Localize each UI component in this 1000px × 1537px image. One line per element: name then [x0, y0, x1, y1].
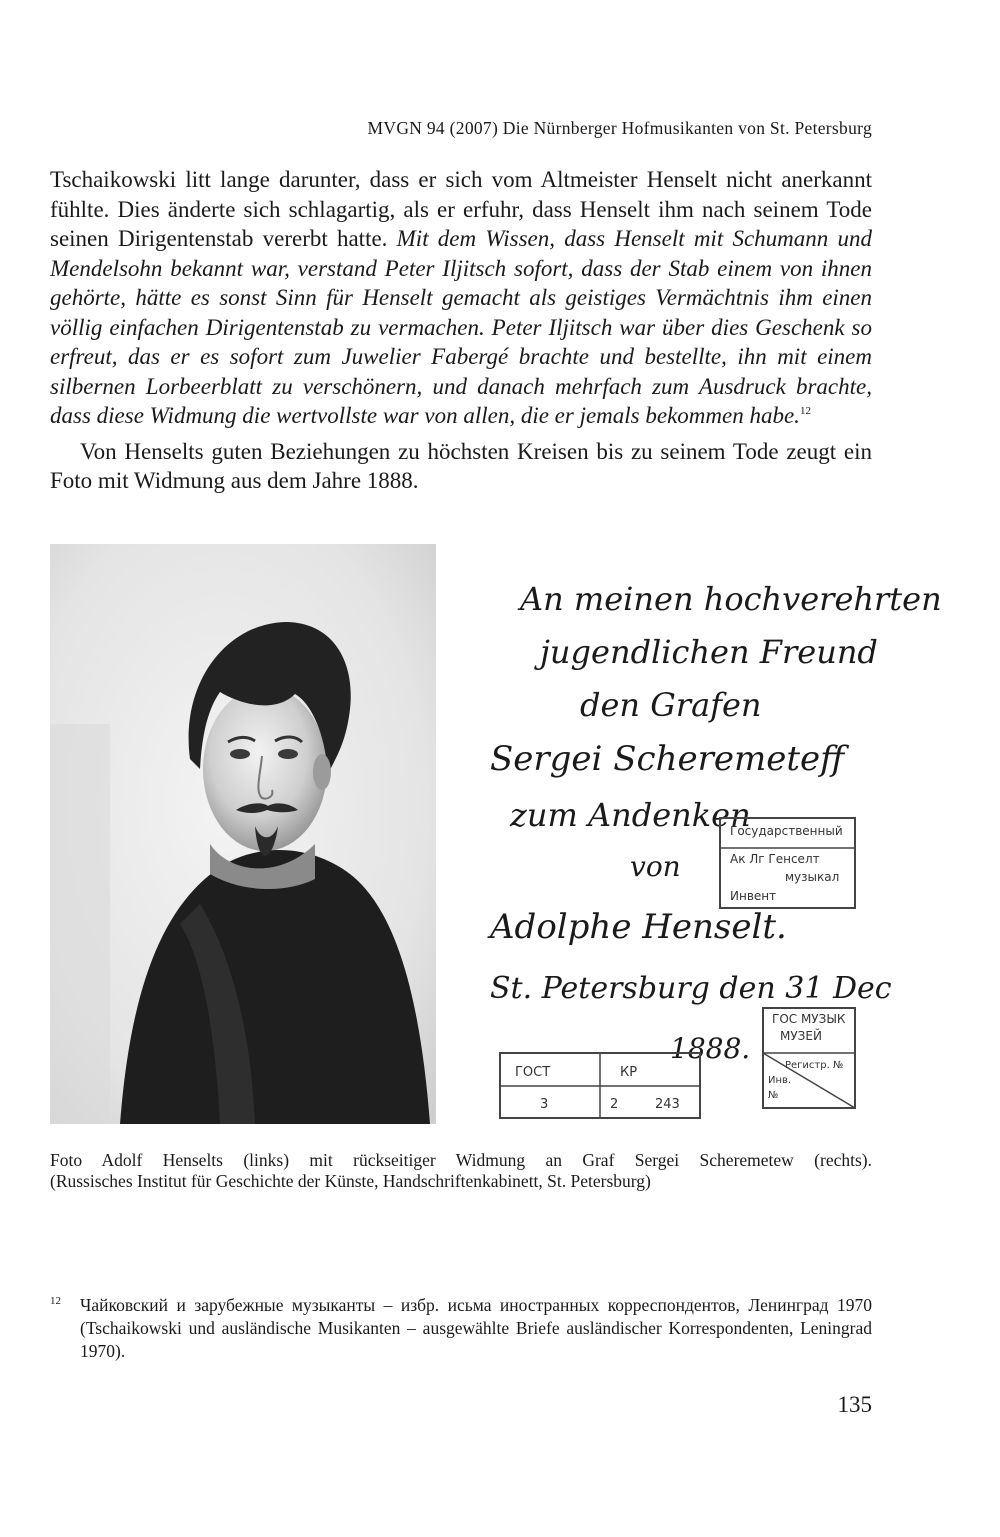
svg-text:Регистр. №: Регистр. №	[785, 1060, 844, 1071]
paragraph-1-quotation: Mit dem Wissen, dass Henselt mit Schumann und Mendelsohn bekannt war, verstand Peter Iljitsch sofort, dass der Stab einem von ihnen gehörte, hätte es sonst Sinn für Henselt gemacht als geistiges Vermächtnis ihm einen völlig einfachen Dirigentenstab zu vermachen. Peter Iljitsch war über dies Geschenk so erfreut, das er es sofort zum Juwelier Fabergé brachte und bestellte, ihn mit einem silbernen Lorbeerblatt zu verschönern, und danach mehrfach zum Ausdruck brachte, dass diese Widmung die wertvollste war von allen, die er jemals bekommen habe.	[50, 226, 872, 428]
paragraph-2: Von Henselts guten Beziehungen zu höchsten Kreisen bis zu seinem Tode zeugt ein Foto mit Widmung aus dem Jahre 1888.	[50, 438, 872, 493]
paragraph-1-roman: Tschaikowski litt lange darunter, dass er sich vom Altmeister Henselt nicht anerkannt fühlte. Dies änderte sich schlagartig, als er erfuhr, dass Henselt ihm nach seinem Tode seinen Dirigentenstab vererbt hatte.	[50, 167, 872, 251]
page-number: 135	[837, 1392, 872, 1417]
svg-text:Инв.: Инв.	[768, 1075, 792, 1086]
henselt-portrait-photo	[50, 544, 436, 1124]
paragraph-1	[50, 165, 872, 431]
footnote-reference[interactable]: 12	[799, 405, 811, 417]
svg-text:Инвент: Инвент	[730, 889, 777, 903]
caption-line-1: Foto Adolf Henselts (links) mit rückseitiger Widmung an Graf Sergei Scheremetew (rechts).	[50, 1150, 872, 1170]
dedication-line: An meinen hochverehrten	[520, 580, 942, 618]
svg-text:МУЗЕЙ: МУЗЕЙ	[780, 1029, 822, 1043]
dedication-line: von	[630, 850, 681, 883]
svg-text:Ак Лг Генселт: Ак Лг Генселт	[730, 852, 820, 866]
footnote-text: Чайковский и зарубежные музыканты – избр. исьма иностранных корреспондентов, Ленинград 1970 (Tschaikowski und ausländische Musikanten – ausgewählte Briefe ausländischer Korrespondenten, Leningrad 1970).	[80, 1295, 872, 1361]
dedication-line: Adolphe Henselt.	[490, 907, 787, 947]
svg-text:2: 2	[610, 1097, 619, 1112]
svg-text:3: 3	[540, 1097, 549, 1112]
footnote	[50, 1294, 872, 1363]
dedication-line: Sergei Scheremeteff	[490, 739, 845, 779]
footnote-number: 12	[50, 1295, 61, 1307]
svg-text:ГОСТ: ГОСТ	[515, 1065, 551, 1080]
portrait-face	[203, 687, 327, 851]
running-head: MVGN 94 (2007) Die Nürnberger Hofmusikanten von St. Petersburg	[367, 118, 872, 138]
dedication-line: 1888.	[670, 1032, 751, 1065]
svg-text:№: №	[768, 1090, 779, 1101]
svg-text:243: 243	[655, 1097, 680, 1112]
dedication-line: den Grafen	[580, 686, 762, 724]
figure-caption	[50, 1150, 872, 1192]
svg-text:ГОС МУЗЫК: ГОС МУЗЫК	[772, 1012, 846, 1026]
dedication-line: St. Petersburg den 31 Dec	[490, 971, 892, 1006]
body-text	[50, 165, 872, 496]
dedication-line: jugendlichen Freund	[540, 633, 878, 671]
dedication-line: zum Andenken	[510, 796, 751, 834]
caption-line-2: (Russisches Institut für Geschichte der Künste, Handschriftenkabinett, St. Petersburg)	[50, 1171, 651, 1191]
svg-text:Государственный: Государственный	[730, 824, 843, 838]
svg-text:КР: КР	[620, 1065, 638, 1080]
svg-text:музыкал: музыкал	[785, 870, 840, 884]
handwritten-dedication	[480, 558, 942, 1124]
